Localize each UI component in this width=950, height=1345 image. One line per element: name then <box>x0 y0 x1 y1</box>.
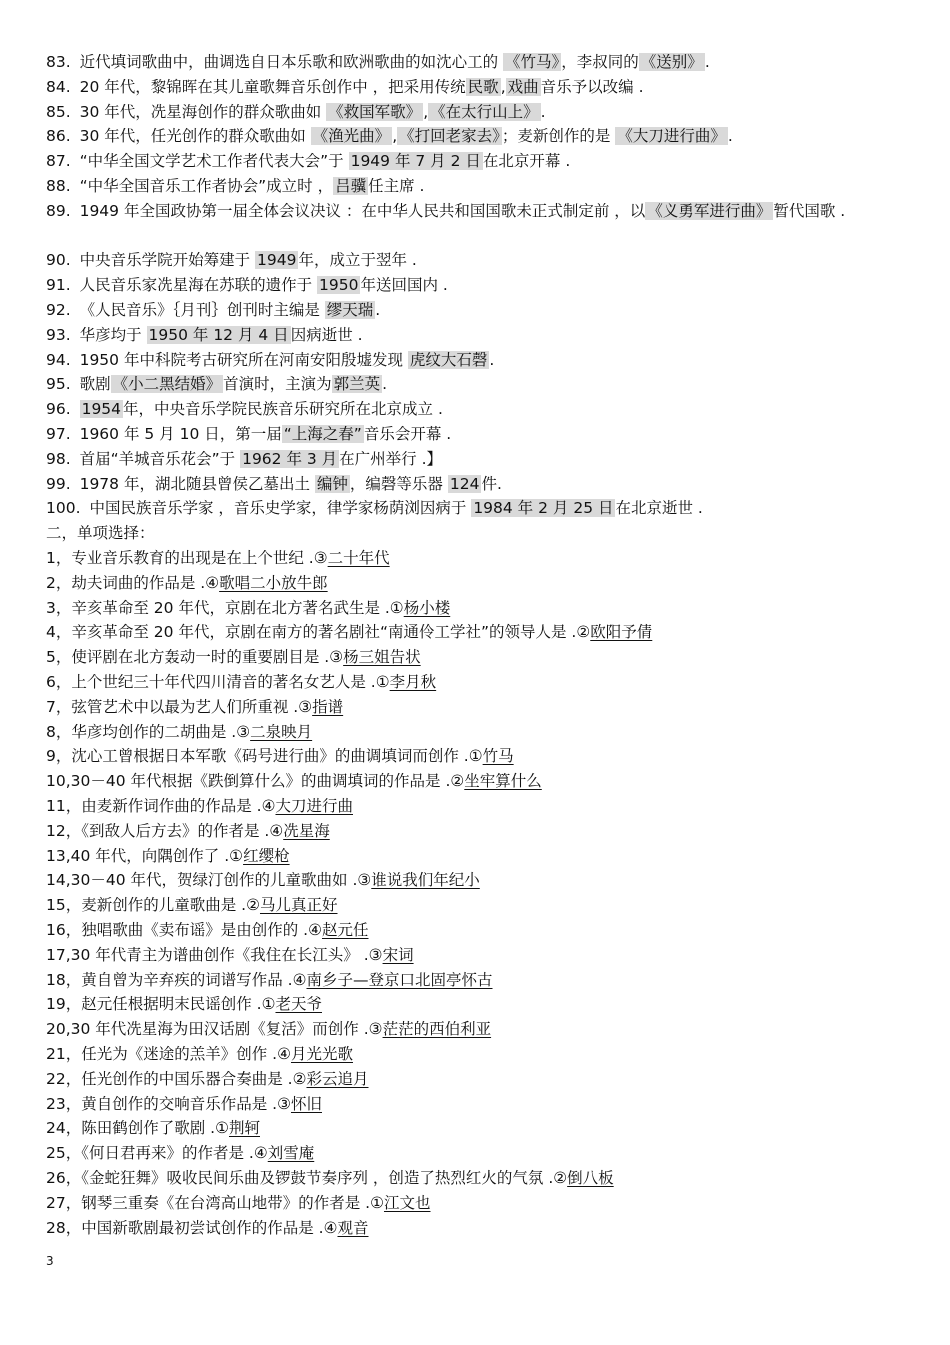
fill-item <box>46 75 910 100</box>
choice-item <box>46 943 910 968</box>
item-text: “中华全国文学艺术工作者代表大会”于 <box>79 152 349 171</box>
highlighted-answer: “上海之春” <box>283 425 362 443</box>
highlighted-answer: 《送别》 <box>640 53 703 71</box>
question-text: 26，《金蛇狂舞》吸收民间乐曲及锣鼓节奏序列 ，创造了热烈红火的气氛 .② <box>46 1169 568 1187</box>
answer-text: 二泉映月 <box>250 722 313 741</box>
answer-text: 欧阳予倩 <box>590 623 653 642</box>
item-number: 91. <box>46 276 76 295</box>
item-text: 首届“羊城音乐花会”于 <box>79 449 241 468</box>
highlighted-answer: 124 <box>449 474 480 493</box>
fill-item <box>46 397 910 422</box>
highlighted-answer: 《救国军歌》 <box>328 102 422 121</box>
item-number: 89. <box>46 201 76 220</box>
question-text: 11，由麦新作词作曲的作品是 .④ <box>46 797 276 815</box>
item-text: 近代填词歌曲中，曲调选自日本乐歌和欧洲歌曲的如沈心工的 <box>79 53 504 71</box>
fill-item <box>46 174 910 199</box>
item-text: 在北京开幕 . <box>482 152 571 171</box>
highlighted-answer: 1962 年 3 月 <box>242 449 338 468</box>
question-text: 18，黄自曾为辛弃疾的词谱写作品 .④ <box>46 970 307 989</box>
fill-item <box>46 348 910 373</box>
item-number: 100. <box>46 499 86 518</box>
item-number: 90. <box>46 251 76 270</box>
question-text: 14,30－40 年代，贺绿汀创作的儿童歌曲如 .③ <box>46 871 372 890</box>
item-text: . <box>704 53 710 71</box>
choice-item <box>46 992 910 1017</box>
question-text: 8，华彦均创作的二胡曲是 .③ <box>46 722 251 741</box>
fill-item <box>46 50 910 75</box>
item-text: “中华全国音乐工作者协会”成立时 ， <box>79 177 334 195</box>
choice-item <box>46 844 910 869</box>
item-number: 84. <box>46 77 76 96</box>
answer-text: 李月秋 <box>389 673 437 691</box>
answer-text: 杨三姐告状 <box>343 648 421 667</box>
choice-item <box>46 596 910 621</box>
item-text: 年送回国内 . <box>360 276 448 295</box>
answer-text: 茫茫的西伯利亚 <box>382 1020 492 1039</box>
fill-item <box>46 323 910 348</box>
fill-item <box>46 496 910 521</box>
item-number: 94. <box>46 350 76 369</box>
highlighted-answer: 虎纹大石磬 <box>409 350 488 369</box>
choice-item <box>46 1141 910 1166</box>
item-text: ，编磬等乐器 <box>349 474 448 493</box>
highlighted-answer: 《义勇军进行曲》 <box>647 201 772 220</box>
item-text: . <box>540 102 546 121</box>
answer-text: 红缨枪 <box>243 846 290 865</box>
item-text: . <box>489 350 495 369</box>
answer-text: 南乡子—登京口北固亭怀古 <box>306 970 493 989</box>
item-text: 20 年代，黎锦晖在其儿童歌舞音乐创作中 ，把采用传统 <box>79 77 466 96</box>
item-text: 人民音乐家冼星海在苏联的遗作于 <box>79 276 318 295</box>
answer-text: 大刀进行曲 <box>275 797 353 815</box>
question-text: 6，上个世纪三十年代四川清音的著名女艺人是 .① <box>46 673 390 691</box>
question-text: 15，麦新创作的儿童歌曲是 .② <box>46 896 260 915</box>
question-text: 21，任光为《迷途的羔羊》创作 .④ <box>46 1045 291 1063</box>
answer-text: 怀旧 <box>290 1094 322 1113</box>
item-text: 音乐予以改编 . <box>540 77 644 96</box>
question-text: 22，任光创作的中国乐器合奏曲是 .② <box>46 1069 307 1088</box>
highlighted-answer: 1950 <box>319 276 359 295</box>
question-text: 17,30 年代青主为谱曲创作《我住在长江头》 .③ <box>46 945 383 964</box>
highlighted-answer: 编钟 <box>316 474 348 493</box>
question-text: 13,40 年代，向隅创作了 .① <box>46 846 244 865</box>
choice-item <box>46 571 910 596</box>
answer-text: 倒八板 <box>567 1169 614 1187</box>
highlighted-answer: 1984 年 2 月 25 日 <box>473 499 614 518</box>
item-text: 歌剧 <box>79 375 111 394</box>
choice-item <box>46 1216 910 1241</box>
question-text: 1，专业音乐教育的出现是在上个世纪 .③ <box>46 549 328 567</box>
choice-item <box>46 968 910 993</box>
fill-item <box>46 149 910 174</box>
choice-item <box>46 868 910 893</box>
choice-item <box>46 546 910 571</box>
item-text: 件. <box>481 474 502 493</box>
choice-item <box>46 670 910 695</box>
answer-text: 老天爷 <box>275 995 322 1014</box>
item-text: 1978 年，湖北随县曾侯乙墓出土 <box>79 474 315 493</box>
fill-item <box>46 422 910 447</box>
item-text: 中央音乐学院开始筹建于 <box>79 251 256 270</box>
fill-item <box>46 199 910 224</box>
question-text: 2，劫夫词曲的作品是 .④ <box>46 573 220 592</box>
item-number: 87. <box>46 152 76 171</box>
highlighted-answer: 吕骥 <box>335 177 367 195</box>
item-text: , <box>500 77 506 96</box>
choice-item <box>46 794 910 819</box>
question-text: 7，弦管艺术中以最为艺人们所重视 .③ <box>46 697 313 716</box>
item-text: 在广州举行 .】 <box>339 449 443 468</box>
page-number: 3 <box>46 1254 54 1268</box>
item-text: 暂代国歌 . <box>773 201 846 220</box>
answer-text: 江文也 <box>383 1193 431 1212</box>
item-text: 30 年代，任光创作的群众歌曲如 <box>79 127 311 146</box>
choice-item <box>46 1166 910 1191</box>
item-number: 97. <box>46 425 76 443</box>
item-number: 88. <box>46 177 76 195</box>
choice-item <box>46 1017 910 1042</box>
fill-item <box>46 100 910 125</box>
section-title: 二，单项选择： <box>46 524 155 543</box>
item-number: 83. <box>46 53 76 71</box>
question-text: 23，黄自创作的交响音乐作品是 .③ <box>46 1094 291 1113</box>
fill-item <box>46 298 910 323</box>
question-text: 12，《到敌人后方去》的作者是 .④ <box>46 821 284 840</box>
item-text: 年，中央音乐学院民族音乐研究所在北京成立 . <box>123 400 443 419</box>
choice-item <box>46 1092 910 1117</box>
choice-item <box>46 893 910 918</box>
choice-item <box>46 620 910 645</box>
answer-text: 刘雪庵 <box>267 1144 315 1163</box>
answer-text: 二十年代 <box>327 549 390 567</box>
answer-text: 歌唱二小放牛郎 <box>219 573 328 592</box>
highlighted-answer: 民歌 <box>467 77 499 96</box>
answer-text: 赵元任 <box>321 921 369 939</box>
item-text: 1960 年 5 月 10 日，第一届 <box>79 425 282 443</box>
question-text: 3，辛亥革命至 20 年代，京剧在北方著名武生是 .① <box>46 598 404 617</box>
item-number: 93. <box>46 325 76 344</box>
highlighted-answer: 1949 年 7 月 2 日 <box>350 152 481 171</box>
choice-item <box>46 695 910 720</box>
question-text: 27，钢琴三重奏《在台湾高山地带》的作者是 .① <box>46 1193 384 1212</box>
fill-item <box>46 372 910 397</box>
item-text: 任主席 . <box>368 177 425 195</box>
choice-item <box>46 1116 910 1141</box>
highlighted-answer: 《大刀进行曲》 <box>617 127 726 146</box>
item-number: 92. <box>46 301 76 319</box>
answer-text: 宋词 <box>382 945 414 964</box>
question-text: 28，中国新歌剧最初尝试创作的作品是 .④ <box>46 1218 338 1237</box>
question-text: 9，沈心工曾根据日本军歌《码号进行曲》的曲调填词而创作 .① <box>46 747 483 766</box>
highlighted-answer: 《在太行山上》 <box>430 102 539 121</box>
question-text: 16，独唱歌曲《卖布谣》是由创作的 .④ <box>46 921 322 939</box>
item-text: 首演时，主演为 <box>223 375 332 394</box>
fill-item <box>46 447 910 472</box>
choice-item <box>46 769 910 794</box>
answer-text: 观音 <box>337 1218 369 1237</box>
item-text: 1949 年全国政协第一届全体会议决议 ：在中华人民共和国国歌未正式制定前 ，以 <box>79 201 646 220</box>
highlighted-answer: 《渔光曲》 <box>312 127 391 146</box>
choice-item <box>46 645 910 670</box>
choice-item <box>46 1067 910 1092</box>
item-text: 音乐会开幕 . <box>363 425 452 443</box>
answer-text: 杨小楼 <box>403 598 451 617</box>
choice-item <box>46 1042 910 1067</box>
answer-text: 荆轲 <box>228 1119 260 1138</box>
item-text: 在北京逝世 . <box>615 499 703 518</box>
fill-item <box>46 124 910 149</box>
answer-text: 冼星海 <box>283 821 330 840</box>
item-text: 30 年代，冼星海创作的群众歌曲如 <box>79 102 327 121</box>
fill-item <box>46 472 910 497</box>
question-text: 24，陈田鹤创作了歌剧 .① <box>46 1119 229 1138</box>
item-text: 年，成立于翌年 . <box>298 251 417 270</box>
question-text: 10,30－40 年代根据《跌倒算什么》的曲调填词的作品是 .② <box>46 772 465 791</box>
answer-text: 月光光歌 <box>290 1045 353 1063</box>
item-text: , <box>392 127 398 146</box>
choice-item <box>46 819 910 844</box>
item-text: 《人民音乐》｛月刊｝创刊时主编是 <box>79 301 325 319</box>
answer-text: 竹马 <box>482 747 514 766</box>
item-text: . <box>375 301 381 319</box>
answer-text: 彩云追月 <box>306 1069 369 1088</box>
question-text: 20,30 年代冼星海为田汉话剧《复活》而创作 .③ <box>46 1020 383 1039</box>
answer-text: 指谱 <box>312 697 344 716</box>
item-text: . <box>382 375 388 394</box>
answer-text: 马儿真正好 <box>259 896 338 915</box>
highlighted-answer: 《打回老家去》 <box>399 127 500 146</box>
choice-item <box>46 918 910 943</box>
highlighted-answer: 1949 <box>257 251 297 270</box>
answer-text: 坐牢算什么 <box>464 772 542 791</box>
item-number: 86. <box>46 127 76 146</box>
item-text: 中国民族音乐学家 ，音乐史学家，律学家杨荫浏因病于 <box>89 499 472 518</box>
item-text: , <box>423 102 429 121</box>
item-number: 99. <box>46 474 76 493</box>
item-number: 95. <box>46 375 76 394</box>
choice-item <box>46 1191 910 1216</box>
question-text: 4，辛亥革命至 20 年代，京剧在南方的著名剧社“南通伶工学社”的领导人是 .② <box>46 623 591 642</box>
item-text: 1950 年中科院考古研究所在河南安阳殷墟发现 <box>79 350 408 369</box>
choice-item <box>46 720 910 745</box>
question-text: 19，赵元任根据明末民谣创作 .① <box>46 995 276 1014</box>
item-text: 因病逝世 . <box>290 325 363 344</box>
item-text: ，李叔同的 <box>561 53 639 71</box>
highlighted-answer: 缪天瑞 <box>326 301 374 319</box>
fill-item <box>46 248 910 273</box>
item-text: . <box>727 127 733 146</box>
highlighted-answer: 戏曲 <box>507 77 539 96</box>
highlighted-answer: 郭兰英 <box>333 375 381 394</box>
item-number: 96. <box>46 400 76 419</box>
item-number: 98. <box>46 449 76 468</box>
highlighted-answer: 《小二黑结婚》 <box>112 375 222 394</box>
question-text: 5，使评剧在北方轰动一时的重要剧目是 .③ <box>46 648 344 667</box>
item-number: 85. <box>46 102 76 121</box>
highlighted-answer: 《竹马》 <box>505 53 560 71</box>
answer-text: 谁说我们年纪小 <box>371 871 480 890</box>
item-text: 华彦均于 <box>79 325 147 344</box>
highlighted-answer: 1950 年 12 月 4 日 <box>148 325 289 344</box>
item-text: ；麦新创作的是 <box>501 127 616 146</box>
choice-item <box>46 744 910 769</box>
fill-item <box>46 273 910 298</box>
highlighted-answer: 1954 <box>81 400 122 419</box>
question-text: 25，《何日君再来》的作者是 .④ <box>46 1144 268 1163</box>
